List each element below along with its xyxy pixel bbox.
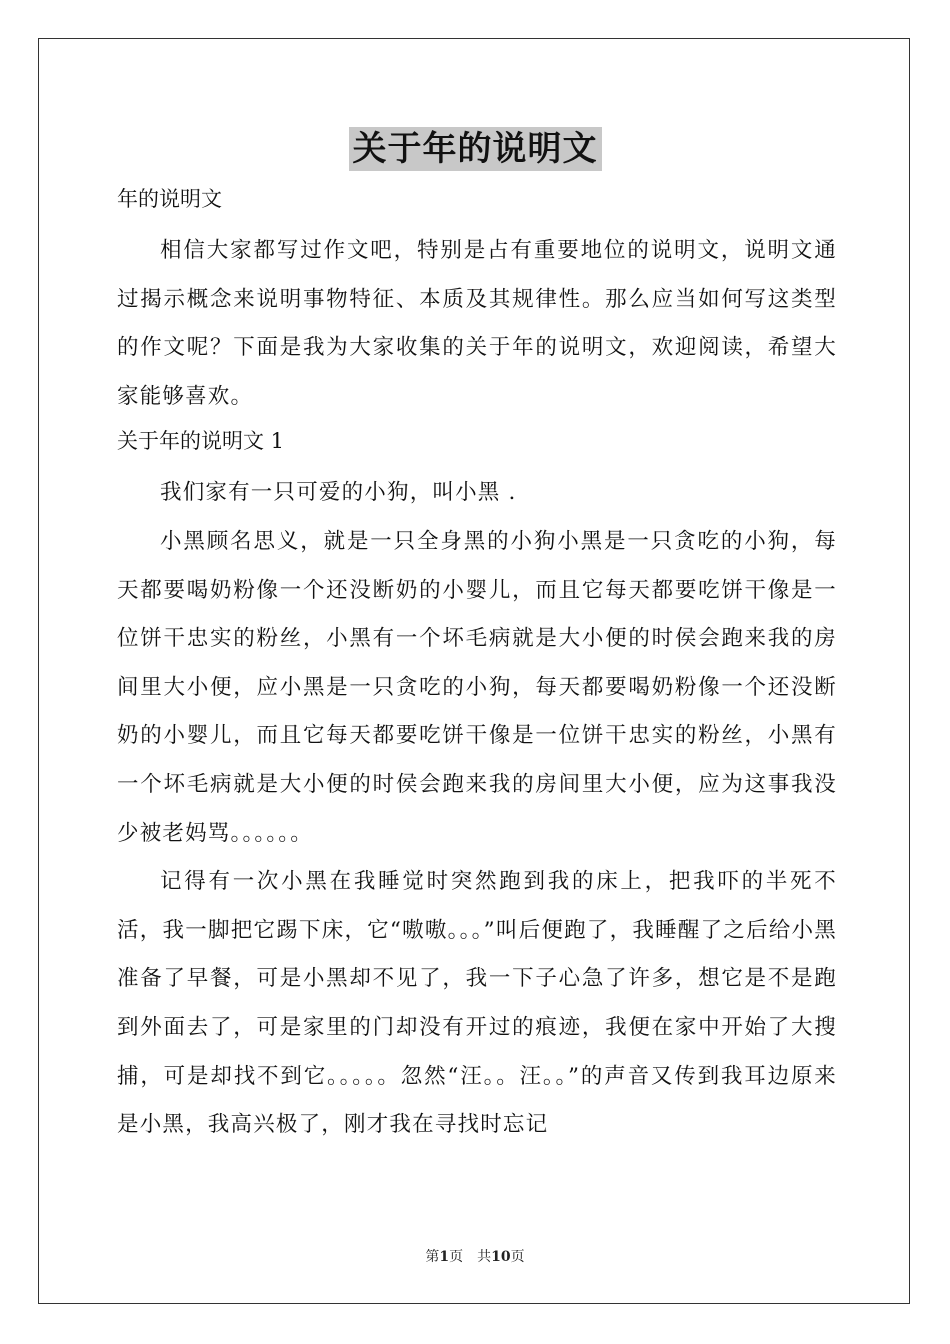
body-paragraph-3: 记得有一次小黑在我睡觉时突然跑到我的床上，把我吓的半死不活，我一脚把它踢下床，它“嗷嗷。。。”叫后便跑了，我睡醒了之后给小黑准备了早餐，可是小黑却不见了，我一下子心急了许多，想它是不是跑到外面去了，可是家里的门却没有开过的痕迹，我便在家中开始了大搜捕，可是却找不到它。。。。。忽然“汪。。汪。。”的声音又传到我耳边原来是小黑，我高兴极了，刚才我在寻找时忘记: [117, 869, 837, 1138]
intro-paragraph: 相信大家都写过作文吧，特别是占有重要地位的说明文，说明文通过揭示概念来说明事物特征、本质及其规律性。那么应当如何写这类型的作文呢？下面是我为大家收集的关于年的说明文，欢迎阅读，希望大家能够喜欢。: [117, 238, 837, 409]
document-title: 关于年的说明文: [349, 127, 602, 171]
page-footer: [0, 1246, 950, 1266]
section-heading: 关于年的说明文 1: [117, 429, 285, 454]
document-body: [117, 179, 837, 1150]
footer-page-current: 1: [439, 1249, 450, 1265]
footer-page-suffix: 页: [510, 1249, 525, 1265]
document-subtitle: 年的说明文: [117, 187, 222, 211]
footer-page-mid: 页 共: [449, 1249, 492, 1265]
footer-page-prefix: 第: [425, 1249, 440, 1265]
title-wrap: [0, 127, 950, 171]
footer-page-total: 10: [491, 1249, 511, 1265]
body-paragraph-2: 小黑顾名思义，就是一只全身黑的小狗小黑是一只贪吃的小狗，每天都要喝奶粉像一个还没断奶的小婴儿，而且它每天都要吃饼干像是一位饼干忠实的粉丝，小黑有一个坏毛病就是大小便的时侯会跑来我的房间里大小便，应小黑是一只贪吃的小狗，每天都要喝奶粉像一个还没断奶的小婴儿，而且它每天都要吃饼干像是一位饼干忠实的粉丝，小黑有一个坏毛病就是大小便的时侯会跑来我的房间里大小便，应为这事我没少被老妈骂。。。。。。: [117, 528, 837, 846]
body-paragraph-1: 我们家有一只可爱的小狗，叫小黑 .: [160, 480, 517, 506]
